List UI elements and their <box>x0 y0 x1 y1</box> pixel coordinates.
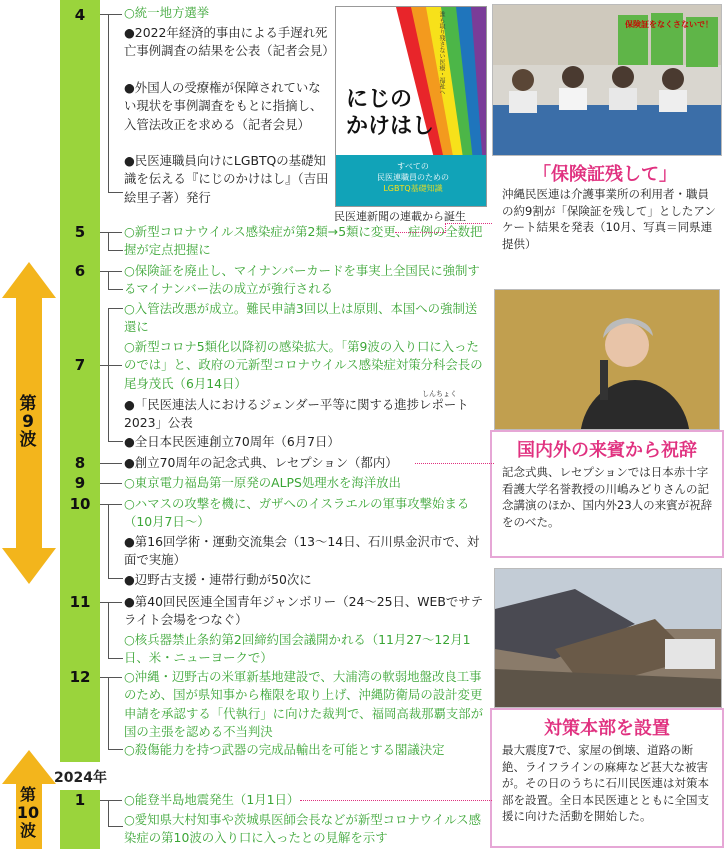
tick-aug <box>100 463 122 464</box>
month-8: 8 <box>74 454 86 472</box>
event-apr-1: ○統一地方選挙 <box>124 5 210 20</box>
month-11: 11 <box>69 593 91 611</box>
photo2-title: 国内外の来賓から祝辞 <box>517 440 697 461</box>
protest-sign-text: 保険証をなくさないで！ <box>625 20 713 29</box>
bracket-nov <box>108 602 123 659</box>
book-tagline: 誰も取り残さない医療・福祉へ <box>438 11 445 95</box>
bracket-jun <box>108 271 123 290</box>
speaker-image <box>495 290 719 429</box>
caption-box-3 <box>490 708 724 848</box>
wave9-label: 第 9 波 <box>19 394 37 450</box>
connector-may-v <box>445 223 446 233</box>
photo2-body: 記念式典、レセプションでは日本赤十字看護大学名誉教授の川嶋みどりさんの記念講演のほか、国内外23人の来賓が祝辞をのべた。 <box>502 465 713 529</box>
event-dec-2: ○殺傷能力を持つ武器の完成品輸出を可能とする閣議決定 <box>124 742 445 757</box>
event-apr-2: ●2022年経済的事由による手遅れ死亡事例調査の結果を公表（記者会見） <box>124 25 335 59</box>
book-caption: 民医連新聞の連載から誕生 <box>334 210 466 223</box>
earthquake-image <box>495 569 721 707</box>
event-jul-1: ○入管法改悪が成立。難民申請3回以上は原則、本国への強制送還に <box>124 301 478 335</box>
photo-speaker <box>494 289 720 430</box>
month-9: 9 <box>74 474 86 492</box>
event-nov-1: ●第40回民医連全国青年ジャンボリー（24～25日、WEBでサテライト会場をつなぐ） <box>124 594 484 628</box>
month-4: 4 <box>74 6 86 24</box>
event-nov-2: ○核兵器禁止条約第2回締約国会議開かれる（11月27～12月1日、米・ニューヨークで） <box>124 632 471 666</box>
bracket-jan <box>108 800 123 827</box>
connector-aug <box>415 463 494 464</box>
book-cover <box>335 6 487 207</box>
connector-jan <box>300 800 492 801</box>
event-jun-1: ○保険証を廃止し、マイナンバーカードを事実上全国民に強制するマイナンバー法の成立が強行される <box>124 263 480 297</box>
ruby-shinchoku: しんちょく <box>422 390 457 398</box>
bracket-dec <box>108 677 123 750</box>
event-jul-4: ●全日本民医連創立70周年（6月7日） <box>124 434 340 449</box>
bracket-may <box>108 232 123 251</box>
event-apr-3: ●外国人の受療権が保障されていない現状を事例調査をもとに指摘し、入管法改正を求める（記者会見） <box>124 80 323 132</box>
event-may-1: ○新型コロナウイルス感染症が第2類→5類に変更、症例の全数把握が定点把握に <box>124 224 483 258</box>
bracket-oct <box>108 504 123 579</box>
wave10-label: 第 10 波 <box>16 785 40 840</box>
tick-sep <box>100 483 122 484</box>
photo-earthquake-damage <box>494 568 722 708</box>
event-dec-1: ○沖縄・辺野古の米軍新基地建設で、大浦湾の軟弱地盤改良工事のため、国が県知事から権限を取り上げ、沖縄防衛局の設計変更申請を承認する「代執行」に向けた裁判で、福岡高裁那覇支部が国の主張を認める不当判決 <box>124 669 484 740</box>
event-jan-1: ○能登半島地震発生（1月1日） <box>124 792 300 807</box>
event-sep-1: ○東京電力福島第一原発のALPS処理水を海洋放出 <box>124 475 401 490</box>
photo1-title: 「保険証残して」 <box>533 164 677 185</box>
month-6: 6 <box>74 262 86 280</box>
bracket-apr <box>108 14 123 193</box>
month-7: 7 <box>74 356 86 374</box>
event-oct-1: ○ハマスの攻撃を機に、ガザへのイスラエルの軍事攻撃始まる（10月7日～） <box>124 496 470 530</box>
book-title-2: かけはし <box>346 114 435 139</box>
connector-may <box>395 232 445 233</box>
event-oct-2: ●第16回学術・運動交流集会（13～14日、石川県金沢市で、対面で実施） <box>124 534 480 568</box>
photo3-body: 最大震度7で、家屋の倒壊、道路の断絶、ライフラインの麻痺など甚大な被害が。その日のうちに石川民医連は対策本部を設置。全日本民医連とともに全国支援に向けた活動を開始した。 <box>502 743 709 823</box>
event-aug-1: ●創立70周年の記念式典、レセプション（都内） <box>124 455 398 470</box>
photo-press-conference <box>492 4 722 156</box>
month-1: 1 <box>74 791 86 809</box>
photo3-title: 対策本部を設置 <box>544 718 670 739</box>
bracket-jul <box>108 308 123 442</box>
caption-box-1 <box>490 156 720 282</box>
caption-box-2 <box>490 430 724 558</box>
event-apr-4: ●民医連職員向けにLGBTQの基礎知識を伝える『にじのかけはし』（吉田絵里子著）発行 <box>124 153 329 205</box>
book-title-1: にじの <box>346 87 413 112</box>
year-2024-label: 2024年 <box>54 770 107 786</box>
connector-may-2 <box>445 223 492 224</box>
month-5: 5 <box>74 223 86 241</box>
month-10: 10 <box>69 495 91 513</box>
event-jul-3: ●「民医連法人におけるジェンダー平等に関する進捗レポート2023」公表 <box>124 397 469 431</box>
event-jan-2: ○愛知県大村知事や茨城県医師会長などが新型コロナウイルス感染症の第10波の入り口に入ったとの見解を示す <box>124 812 482 846</box>
event-oct-3: ●辺野古支援・連帯行動が50次に <box>124 572 312 587</box>
timeline-bar <box>60 0 100 762</box>
month-12: 12 <box>69 668 91 686</box>
book-subtitle: すべての 民医連職員のための LGBTQ基礎知識 <box>377 162 449 193</box>
photo1-body: 沖縄民医連は介護事業所の利用者・職員の約9割が「保険証を残して」としたアンケート結果を発表（10月、写真＝同県連提供） <box>502 187 716 251</box>
event-jul-2: ○新型コロナ5類化以降初の感染拡大。「第9波の入り口に入ったのでは」と、政府の元新型コロナウイルス感染症対策分科会長の尾身茂氏（6月14日） <box>124 339 483 391</box>
